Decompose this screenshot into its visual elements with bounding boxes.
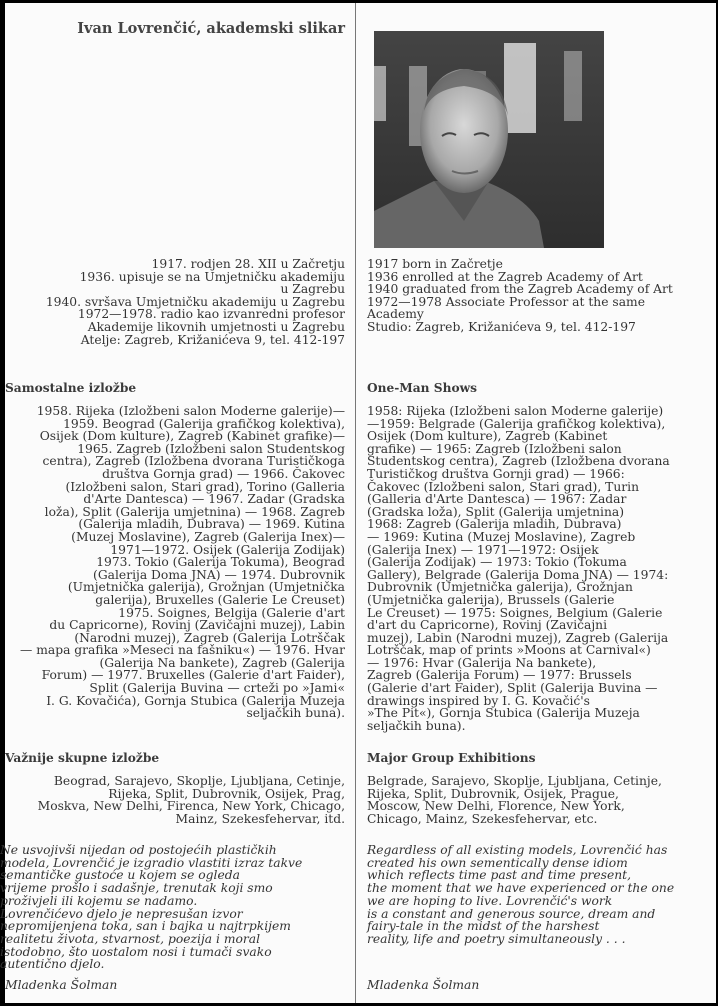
text-line: (Galerija Na bankete), Zagreb (Galerija	[99, 655, 345, 670]
text-line: 1958: Rijeka (Izložbeni salon Moderne galerije)	[367, 404, 664, 418]
text-line: — 1969: Kutina (Muzej Moslavine), Zagreb	[367, 529, 636, 544]
text-line: 1971—1972. Osijek (Galerija Zodijak)	[110, 542, 345, 557]
text-line: Le Creuset) — 1975: Soignes, Belgium (Galerie	[367, 605, 663, 620]
quote-author-hr: Mladenka Šolman	[5, 978, 118, 992]
text-line: d'art du Capricorne), Rovinj (Zavičajni	[367, 618, 608, 633]
text-line: Osijek (Dom kulture), Zagreb (Kabinet	[367, 429, 608, 444]
text-line: (Galerie d'art Faider), Split (Galerija Buvina —	[367, 681, 658, 696]
bio-line: 1917. rodjen 28. XII u Začretju	[151, 257, 345, 271]
portrait-image	[374, 31, 604, 248]
text-line: Ne usvojivši nijedan od postojećih plastičkih	[0, 843, 277, 857]
text-line: Gallery), Belgrade (Galerija Doma JNA) — 1974:	[367, 567, 669, 582]
text-line: (Galleria d'Arte Dantesca) — 1967: Zadar	[367, 492, 627, 507]
text-line: Moscow, New Delhi, Florence, New York,	[367, 799, 625, 814]
text-line: (Umjetnička galerija), Brussels (Galerie	[367, 592, 615, 607]
text-line: proživjeli ili kojemu se nadamo.	[0, 893, 198, 908]
text-line: drawings inspired by I. G. Kovačić's	[367, 693, 590, 708]
text-line: (Umjetnička galerija), Grožnjan (Umjetnička	[67, 580, 345, 595]
text-line: Belgrade, Sarajevo, Skoplje, Ljubljana, Cetinje,	[367, 774, 662, 788]
bio-line: 1917 born in Začretje	[367, 257, 503, 271]
page-title: Ivan Lovrenčić, akademski slikar	[77, 20, 345, 37]
text-line: nepromijenjena toka, san i bajka u najtrpkijem	[0, 919, 291, 934]
text-line: centra), Zagreb (Izložbena dvorana Turističkoga	[42, 454, 345, 469]
bio-line: Academy	[367, 307, 424, 322]
text-line: Beograd, Sarajevo, Skoplje, Ljubljana, Cetinje,	[53, 774, 345, 788]
text-line: d'Arte Dantesca) — 1967. Zadar (Gradska	[83, 492, 345, 507]
quote-english	[367, 844, 674, 946]
bio-croatian	[5, 258, 345, 346]
bio-line: Studio: Zagreb, Križanićeva 9, tel. 412-197	[367, 319, 636, 334]
text-line: the moment that we have experienced or the one	[367, 881, 675, 896]
text-line: reality, life and poetry simultaneously . . .	[367, 931, 626, 946]
text-line: Chicago, Mainz, Szekesfehervar, etc.	[367, 811, 598, 826]
text-line: I. G. Kovačića), Gornja Stubica (Galerija Muzeja	[46, 693, 345, 708]
solo-exhibitions-english	[367, 405, 670, 732]
bio-line: Akademije likovnih umjetnosti u Zagrebu	[87, 319, 345, 334]
text-line: Rijeka, Split, Dubrovnik, Osijek, Prague,	[367, 786, 619, 801]
text-line: Mainz, Szekesfehervar, itd.	[175, 811, 345, 826]
artist-portrait-photo	[374, 31, 604, 248]
text-line: Lotrščak, map of prints »Moons at Carnival«)	[367, 643, 651, 658]
text-line: Dubrovnik (Umjetnička galerija), Grožnjan	[367, 580, 633, 595]
text-line: društva Gornja grad) — 1966. Čakovec	[102, 466, 345, 481]
text-line: (Gradska loža), Split (Galerija umjetnina)	[367, 504, 625, 519]
text-line: loža), Split (Galerija umjetnina) — 1968. Zagreb	[44, 504, 345, 519]
text-line: seljačkih buna).	[367, 718, 466, 733]
text-line: which reflects time past and time present,	[367, 868, 631, 883]
section-heading-group-en: Major Group Exhibitions	[367, 751, 536, 765]
text-line: vrijeme prošlo i sadašnje, trenutak koji smo	[0, 881, 273, 896]
text-line: 1975. Soignes, Belgija (Galerie d'art	[118, 605, 345, 620]
text-line: Lovrenčićevo djelo je nepresušan izvor	[0, 906, 243, 921]
text-line: (Galerija Zodijak) — 1973: Tokio (Tokuma	[367, 555, 627, 570]
group-exhibitions-croatian	[0, 775, 345, 825]
text-line: realitetu života, stvarnost, poezija i moral	[0, 931, 261, 946]
text-line: — mapa grafika »Meseci na fašniku«) — 1976. Hvar	[20, 643, 345, 658]
solo-exhibitions-croatian	[0, 405, 345, 720]
text-line: Osijek (Dom kulture), Zagreb (Kabinet grafike)—	[39, 429, 345, 444]
text-line: Studentskog centra), Zagreb (Izložbena dvorana	[367, 454, 670, 469]
text-line: Moskva, New Delhi, Firenca, New York, Chicago,	[37, 799, 345, 814]
bio-line: 1936. upisuje se na Umjetničku akademiju	[79, 269, 345, 284]
text-line: fairy-tale in the midst of the harshest	[367, 919, 600, 934]
bio-line: 1972—1978 Associate Professor at the same	[367, 294, 645, 309]
text-line: Čakovec (Izložbeni salon, Stari grad), Turin	[367, 479, 640, 494]
text-line: Rijeka, Split, Dubrovnik, Osijek, Prag,	[108, 786, 345, 801]
text-line: modela, Lovrenčić je izgradio vlastiti izraz takve	[0, 855, 303, 870]
text-line: (Galerija Doma JNA) — 1974. Dubrovnik	[93, 567, 345, 582]
text-line: »The Pit«), Gornja Stubica (Galerija Muzeja	[367, 706, 640, 721]
column-divider	[355, 3, 356, 1003]
text-line: (Muzej Moslavine), Zagreb (Galerija Inex)—	[71, 529, 345, 544]
text-line: Split (Galerija Buvina — crteži po »Jami«	[89, 681, 345, 696]
text-line: 1965. Zagreb (Izložbeni salon Studentskog	[77, 441, 345, 456]
text-line: — 1976: Hvar (Galerija Na bankete),	[367, 655, 597, 670]
text-line: Forum) — 1977. Bruxelles (Galerie d'art Faider),	[41, 668, 345, 683]
text-line: (Galerija Inex) — 1971—1972: Osijek	[367, 542, 599, 557]
text-line: semantičke gustoće u kojem se ogleda	[0, 868, 240, 883]
text-line: —1959: Belgrade (Galerija grafičkog kolektiva),	[367, 416, 666, 431]
bio-english	[367, 258, 673, 334]
text-line: du Capricorne), Rovinj (Zavičajni muzej), Labin	[49, 618, 345, 633]
section-heading-solo-en: One-Man Shows	[367, 381, 477, 395]
text-line: seljačkih buna).	[246, 706, 345, 721]
catalogue-page	[0, 3, 716, 1003]
bio-line: Atelje: Zagreb, Križanićeva 9, tel. 412-197	[80, 332, 345, 347]
text-line: autentično djelo.	[0, 957, 105, 972]
text-line: Turističkog društva Gornji grad) — 1966:	[367, 466, 625, 481]
text-line: is a constant and generous source, dream and	[367, 906, 656, 921]
bio-line: u Zagrebu	[280, 282, 345, 297]
bio-line: 1972—1978. radio kao izvanredni profesor	[77, 307, 345, 322]
text-line: 1968: Zagreb (Galerija mladih, Dubrava)	[367, 517, 622, 532]
group-exhibitions-english	[367, 775, 662, 825]
text-line: we are hoping to live. Lovrenčić's work	[367, 893, 613, 908]
section-heading-group-hr: Važnije skupne izložbe	[5, 751, 160, 765]
bio-line: 1940 graduated from the Zagreb Academy of Art	[367, 282, 673, 297]
text-line: (Izložbeni salon, Stari grad), Torino (Galleria	[65, 479, 345, 494]
text-line: grafike) — 1965: Zagreb (Izložbeni salon	[367, 441, 622, 456]
text-line: 1973. Tokio (Galerija Tokuma), Beograd	[96, 555, 345, 570]
bio-line: 1940. svršava Umjetničku akademiju u Zagrebu	[45, 294, 345, 309]
text-line: (Galerija mladih, Dubrava) — 1969. Kutina	[78, 517, 345, 532]
text-line: created his own sementically dense idiom	[367, 855, 628, 870]
quote-croatian	[0, 844, 345, 971]
text-line: galerija), Bruxelles (Galerie Le Creuset)	[95, 592, 345, 607]
text-line: 1959. Beograd (Galerija grafičkog kolektiva),	[63, 416, 345, 431]
bio-line: 1936 enrolled at the Zagreb Academy of Art	[367, 269, 643, 284]
text-line: Zagreb (Galerija Forum) — 1977: Brussels	[367, 668, 632, 683]
quote-author-en: Mladenka Šolman	[367, 978, 480, 992]
section-heading-solo-hr: Samostalne izložbe	[5, 381, 137, 395]
text-line: muzej), Labin (Narodni muzej), Zagreb (Galerija	[367, 630, 669, 645]
text-line: Regardless of all existing models, Lovrenčić has	[367, 843, 668, 857]
text-line: 1958. Rijeka (Izložbeni salon Moderne galerije)—	[36, 404, 345, 418]
text-line: istodobno, što uostalom nosi i tumači svako	[0, 944, 272, 959]
text-line: (Narodni muzej), Zagreb (Galerija Lotrščak	[74, 630, 345, 645]
